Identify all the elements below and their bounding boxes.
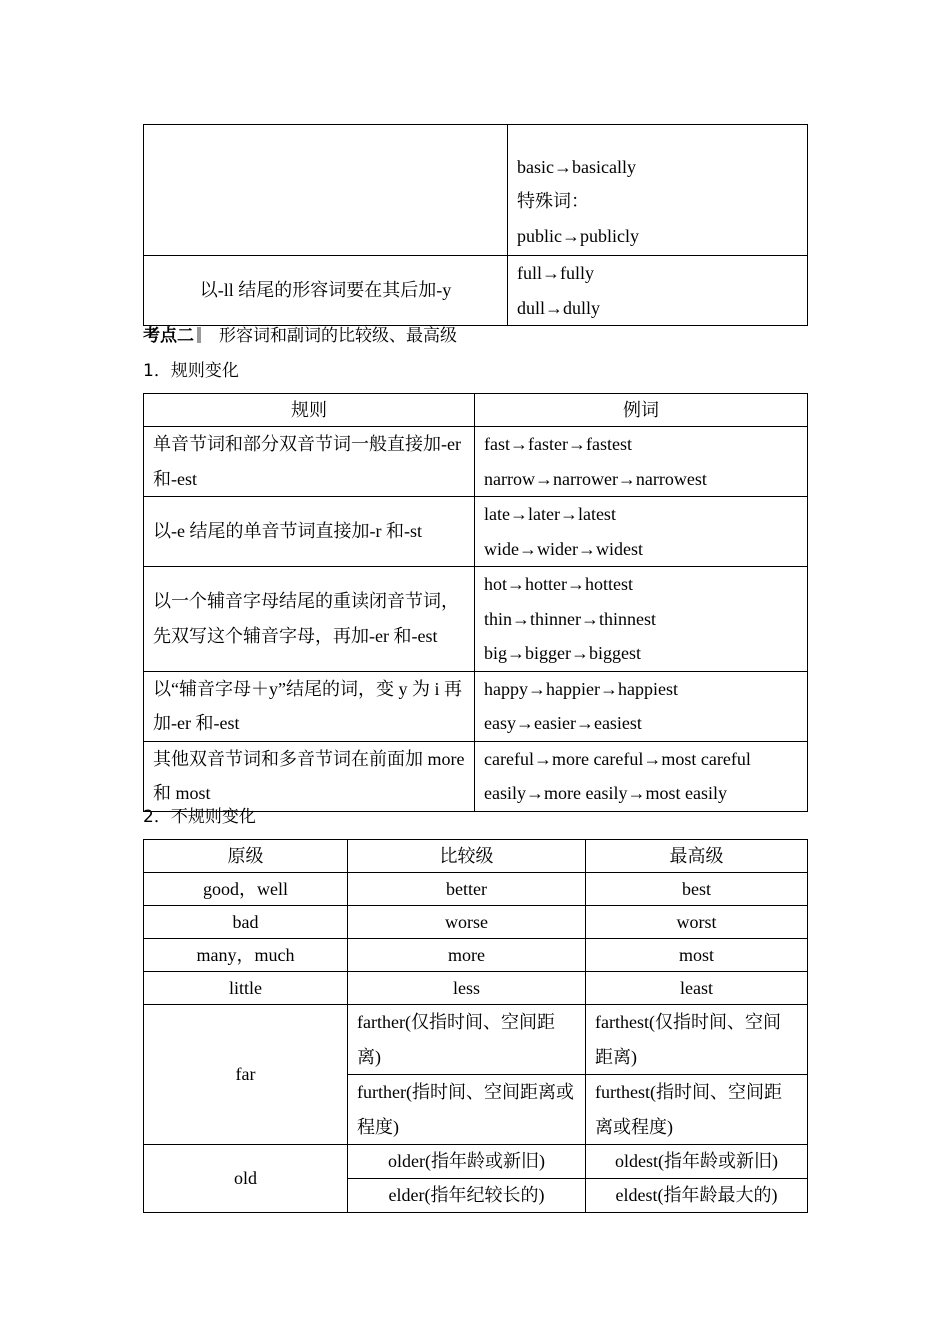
superlative-cell: eldest(指年龄最大的) <box>586 1179 808 1213</box>
examples-cell <box>508 125 808 256</box>
table-header-row <box>144 394 808 427</box>
example-line: basic→basically <box>517 156 636 177</box>
table-row <box>144 567 808 672</box>
table-row <box>144 873 808 906</box>
example-line: 特殊词： <box>517 191 589 211</box>
example-line: late→later→latest <box>484 504 616 524</box>
rule-cell: 以-e 结尾的单音节词直接加-r 和-st <box>144 497 475 567</box>
comparative-cell: worse <box>348 906 586 939</box>
example-line: full→fully <box>517 263 594 283</box>
comparative-cell: farther(仅指时间、空间距离) <box>348 1005 586 1075</box>
table-row <box>144 741 808 811</box>
table-row <box>144 125 808 256</box>
irregular-comparison-table <box>143 839 808 1213</box>
table-row <box>144 972 808 1005</box>
superlative-cell: furthest(指时间、空间距离或程度) <box>586 1075 808 1145</box>
section-heading-irregular: 2．不规则变化 <box>143 807 256 827</box>
rule-cell: 单音节词和部分双音节词一般直接加-er 和-est <box>144 427 475 497</box>
example-line: fast→faster→fastest <box>484 434 632 454</box>
rule-cell: 以-ll 结尾的形容词要在其后加-y <box>144 256 508 326</box>
example-line: big→bigger→biggest <box>484 643 641 663</box>
superlative-cell: least <box>586 972 808 1005</box>
example-line: wide→wider→widest <box>484 538 643 559</box>
comparative-cell: better <box>348 873 586 906</box>
example-line: careful→more careful→most careful <box>484 748 751 769</box>
table-row <box>144 1005 808 1075</box>
base-form-cell: bad <box>144 906 348 939</box>
section-point-heading <box>143 324 457 348</box>
examples-cell <box>475 567 808 672</box>
example-line: dull→dully <box>517 297 601 318</box>
examples-cell <box>508 256 808 326</box>
base-form-cell: many，much <box>144 939 348 972</box>
table-row <box>144 497 808 567</box>
rule-cell: 以“辅音字母＋y”结尾的词，变 y 为 i 再加-er 和-est <box>144 671 475 741</box>
point-title: 形容词和副词的比较级、最高级 <box>219 326 457 346</box>
base-form-cell: far <box>144 1005 348 1145</box>
example-line: easy→easier→easiest <box>484 713 642 733</box>
example-line: happy→happier→happiest <box>484 678 678 699</box>
example-line: hot→hotter→hottest <box>484 574 633 594</box>
table-row <box>144 1145 808 1179</box>
superlative-cell: oldest(指年龄或新旧) <box>586 1145 808 1179</box>
comparative-cell: elder(指年纪较长的) <box>348 1179 586 1213</box>
column-header: 比较级 <box>348 840 586 873</box>
adverb-formation-table-continued <box>143 124 808 326</box>
example-line: narrow→narrower→narrowest <box>484 468 707 489</box>
examples-cell <box>475 741 808 811</box>
base-form-cell: good，well <box>144 873 348 906</box>
regular-comparison-table <box>143 393 808 812</box>
examples-cell <box>475 427 808 497</box>
column-header: 原级 <box>144 840 348 873</box>
superlative-cell: worst <box>586 906 808 939</box>
example-line: public→publicly <box>517 225 639 246</box>
example-line: thin→thinner→thinnest <box>484 608 656 629</box>
comparative-cell: older(指年龄或新旧) <box>348 1145 586 1179</box>
comparative-cell: further(指时间、空间距离或程度) <box>348 1075 586 1145</box>
table-row <box>144 256 808 326</box>
column-header: 规则 <box>144 394 475 427</box>
table-row <box>144 906 808 939</box>
divider-bar <box>197 327 201 343</box>
example-line: easily→more easily→most easily <box>484 783 727 803</box>
superlative-cell: farthest(仅指时间、空间距离) <box>586 1005 808 1075</box>
column-header: 最高级 <box>586 840 808 873</box>
superlative-cell: most <box>586 939 808 972</box>
rule-cell: 其他双音节词和多音节词在前面加 more 和 most <box>144 741 475 811</box>
base-form-cell: old <box>144 1145 348 1213</box>
superlative-cell: best <box>586 873 808 906</box>
table-row <box>144 939 808 972</box>
table-header-row <box>144 840 808 873</box>
examples-cell <box>475 497 808 567</box>
rule-cell: 以一个辅音字母结尾的重读闭音节词，先双写这个辅音字母，再加-er 和-est <box>144 567 475 672</box>
table-row <box>144 427 808 497</box>
base-form-cell: little <box>144 972 348 1005</box>
comparative-cell: less <box>348 972 586 1005</box>
point-tag: 考点二 <box>143 326 194 346</box>
table-row <box>144 671 808 741</box>
examples-cell <box>475 671 808 741</box>
column-header: 例词 <box>475 394 808 427</box>
section-heading-regular: 1．规则变化 <box>143 361 239 381</box>
rule-cell <box>144 125 508 256</box>
comparative-cell: more <box>348 939 586 972</box>
